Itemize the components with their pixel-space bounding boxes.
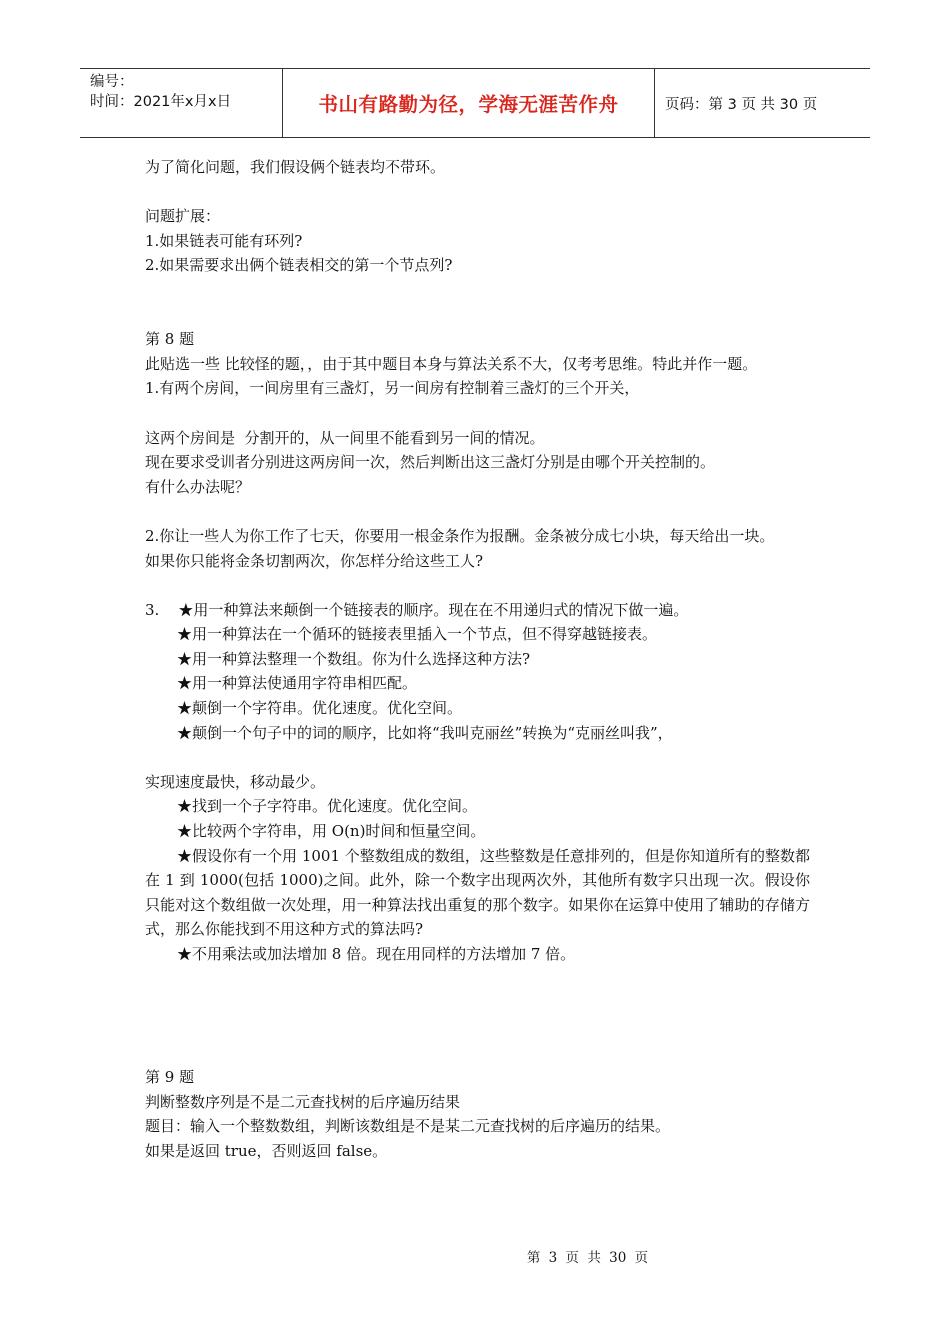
text-line: 有什么办法呢？ xyxy=(145,477,251,496)
text-line: 为了简化问题，我们假设俩个链表均不带环。 xyxy=(145,158,446,176)
paragraph: 此贴选一些 比较怪的题，，由于其中题目本身与算法关系不大，仅考考思维。特此并作一题。 xyxy=(145,354,758,373)
text-line: 如果你只能将金条切割两次，你怎样分给这些工人? xyxy=(145,551,484,570)
text-line: ★颠倒一个字符串。优化速度。优化空间。 xyxy=(177,699,463,718)
text-line: 判断整数序列是不是二元查找树的后序遍历结果 xyxy=(145,1092,461,1111)
text-line: 这两个房间是 分割开的，从一间里不能看到另一间的情况。 xyxy=(145,428,545,447)
text-line: 1.如果链表可能有环列? xyxy=(145,231,303,250)
text-line: 3. ★用一种算法来颠倒一个链接表的顺序。现在在不用递归式的情况下做一遍。 xyxy=(145,600,689,619)
paragraph: ★假设你有一个用 1001 个整数组成的数组，这些整数是任意排列的，但是你知道所有的整数都在 1 到 1000(包括 1000)之间。此外，除一个数字出现两次外，其他所有数字只出现一次。假设你只能对这个数组做一次处理，用一种算法找出重复的那个数字。如果你在运算中使用了辅助的存储方式，那么你能找到不用这种方式的算法吗? xyxy=(145,846,810,939)
page-footer: 第 3 页 共 30 页 xyxy=(526,1250,649,1266)
document-body xyxy=(145,155,810,1163)
section-heading: 第 9 题 xyxy=(145,1067,195,1086)
section-heading: 第 8 题 xyxy=(145,330,195,349)
header-motto: 书山有路勤为径，学海无涯苦作舟 xyxy=(282,69,655,137)
text-line: ★比较两个字符串，用 O(n)时间和恒量空间。 xyxy=(177,822,486,841)
text-line: 题目：输入一个整数数组，判断该数组是不是某二元查找树的后序遍历的结果。 xyxy=(145,1117,671,1136)
text-line: ★不用乘法或加法增加 8 倍。现在用同样的方法增加 7 倍。 xyxy=(177,945,576,963)
header-meta xyxy=(80,69,282,137)
text-line: 2.如果需要求出俩个链表相交的第一个节点列? xyxy=(145,256,453,275)
text-line: ★用一种算法使通用字符串相匹配。 xyxy=(177,674,418,693)
text-line: 问题扩展： xyxy=(145,207,221,226)
text-line: ★用一种算法在一个循环的链接表里插入一个节点，但不得穿越链接表。 xyxy=(177,625,658,644)
text-line: ★找到一个子字符串。优化速度。优化空间。 xyxy=(177,797,478,816)
text-line: 现在要求受训者分别进这两房间一次，然后判断出这三盏灯分别是由哪个开关控制的。 xyxy=(145,453,716,472)
page-header xyxy=(80,68,870,138)
text-line: 如果是返回 true，否则返回 false。 xyxy=(145,1141,388,1160)
time-label: 时间：2021年x月x日 xyxy=(90,94,232,110)
code-label: 编号： xyxy=(90,74,134,90)
text-line: 实现速度最快，移动最少。 xyxy=(145,772,326,791)
text-line: ★颠倒一个句子中的词的顺序，比如将“我叫克丽丝”转换为“克丽丝叫我”， xyxy=(177,723,673,742)
paragraph: 2.你让一些人为你工作了七天，你要用一根金条作为报酬。金条被分成七小块，每天给出一块。 xyxy=(145,526,775,545)
text-line: ★用一种算法整理一个数组。你为什么选择这种方法? xyxy=(177,649,531,668)
header-page-label: 页码：第 3 页 共 30 页 xyxy=(665,96,818,113)
text-line: 1.有两个房间，一间房里有三盏灯，另一间房有控制着三盏灯的三个开关， xyxy=(145,379,640,398)
